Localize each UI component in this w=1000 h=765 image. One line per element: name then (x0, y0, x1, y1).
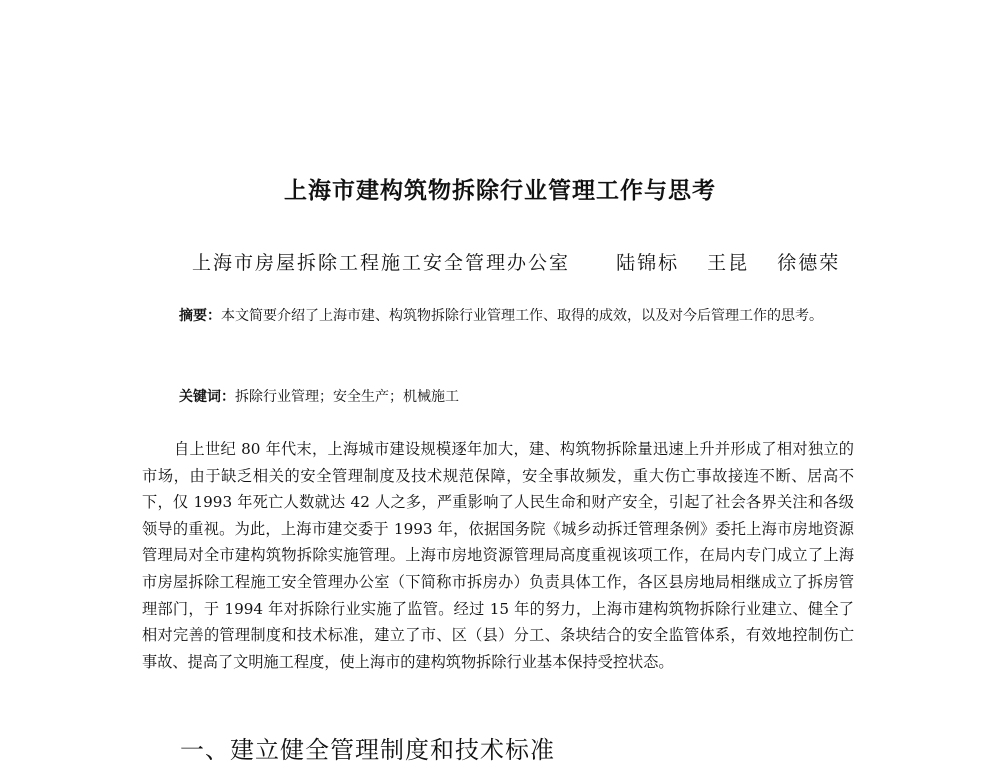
abstract-text: 本文简要介绍了上海市建、构筑物拆除行业管理工作、取得的成效，以及对今后管理工作的思考。 (221, 308, 823, 324)
affiliation: 上海市房屋拆除工程施工安全管理办公室 (192, 252, 571, 274)
paper-title: 上海市建构筑物拆除行业管理工作与思考 (284, 178, 716, 204)
author-list (616, 248, 860, 275)
author-name: 徐德荣 (777, 252, 841, 274)
abstract (179, 303, 851, 330)
abstract-label: 摘要： (179, 308, 221, 324)
keywords (179, 386, 851, 408)
author-name: 王昆 (707, 252, 750, 274)
keywords-label: 关键词： (179, 389, 235, 405)
author-name: 陆锦标 (616, 252, 680, 274)
byline (192, 248, 841, 275)
body-paragraph: 自上世纪 80 年代末，上海城市建设规模逐年加大，建、构筑物拆除量迅速上升并形成了相对独立的市场，由于缺乏相关的安全管理制度及技术规范保障，安全事故频发，重大伤亡事故接连不断、居高不下，仅 1993 年死亡人数就达 42 人之多，严重影响了人民生命和财产安全，引起了社会各界关注和各级领导的重视。为此，上海市建交委于 1993 年，依据国务院《城乡动拆迁管理条例》委托上海市房地资源管理局对全市建构筑物拆除实施管理。上海市房地资源管理局高度重视该项工作，在局内专门成立了上海市房屋拆除工程施工安全管理办公室（下简称市拆房办）负责具体工作，各区县房地局相继成立了拆房管理部门，于 1994 年对拆除行业实施了监管。经过 15 年的努力，上海市建构筑物拆除行业建立、健全了相对完善的管理制度和技术标准，建立了市、区（县）分工、条块结合的安全监管体系，有效地控制伤亡事故、提高了文明施工程度，使上海市的建构筑物拆除行业基本保持受控状态。 (142, 440, 854, 671)
keywords-text: 拆除行业管理；安全生产；机械施工 (235, 389, 459, 405)
section-heading: 一、建立健全管理制度和技术标准 (180, 736, 555, 764)
